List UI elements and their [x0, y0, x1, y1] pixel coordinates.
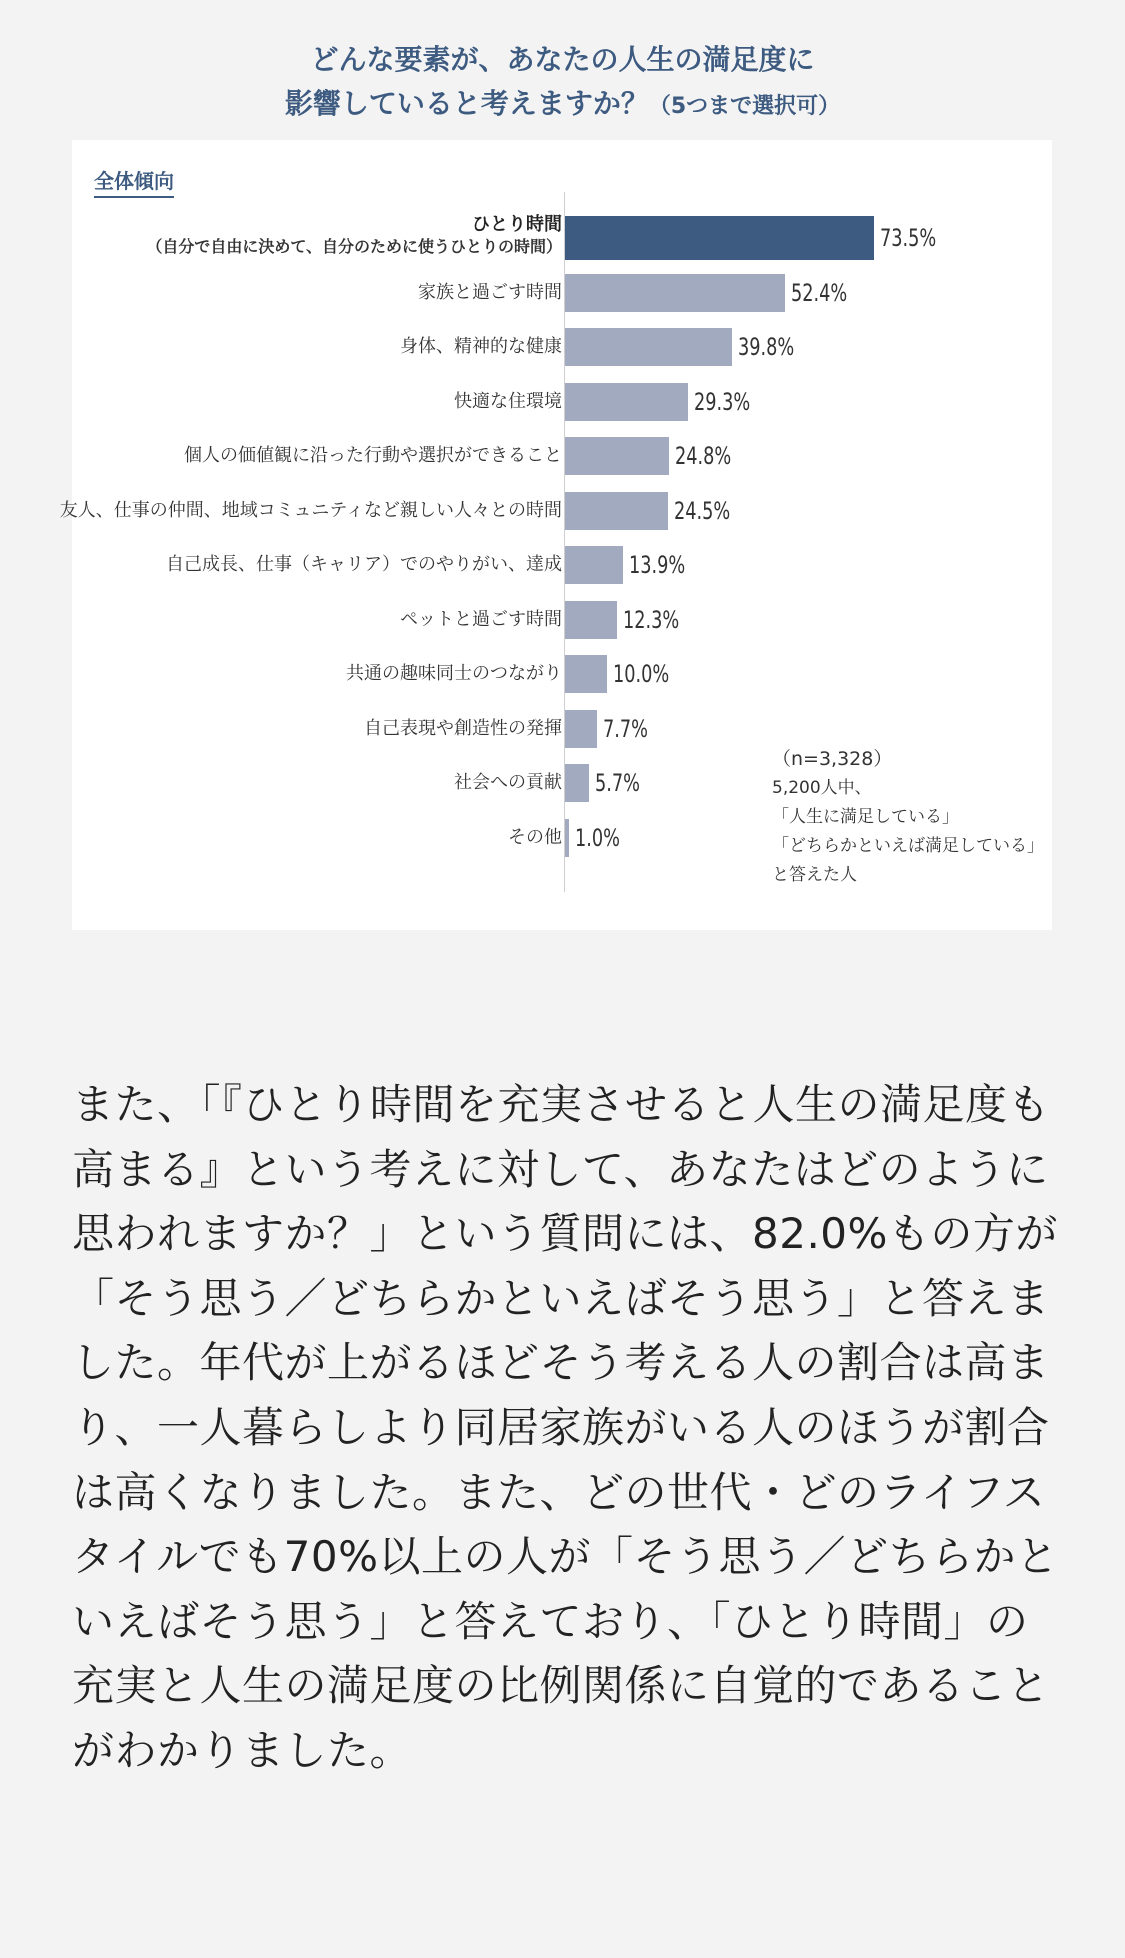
sample-note	[772, 745, 1044, 890]
value-label-8: 12.3%	[622, 605, 679, 634]
bar-11	[565, 764, 589, 802]
value-label-5: 24.8%	[675, 442, 732, 470]
category-label-8: ペットと過ごす時間	[400, 608, 562, 630]
bar-8	[565, 601, 617, 639]
chart-title-line-2	[0, 82, 1125, 129]
bar-2	[565, 274, 785, 312]
bar-5	[565, 437, 669, 475]
value-label-12: 1.0%	[575, 823, 621, 852]
category-label-12: その他	[508, 826, 562, 848]
chart-panel	[59, 140, 1052, 930]
bar-9	[565, 655, 607, 693]
bar-7	[565, 546, 623, 584]
value-label-2: 52.4%	[791, 278, 848, 307]
bar-3	[565, 328, 732, 366]
bar-6	[565, 492, 668, 530]
note-line-2: 「人生に満足している」	[772, 807, 959, 827]
category-label-main: ひとり時間	[472, 214, 562, 235]
note-line-1: 5,200人中、	[772, 778, 872, 798]
sample-size: （n=3,328）	[772, 748, 893, 770]
chart-title	[0, 38, 1125, 129]
section-label: 全体傾向	[94, 165, 174, 198]
bar-12	[565, 819, 569, 857]
category-label-10: 自己表現や創造性の発揮	[364, 717, 562, 739]
category-label-3: 身体、精神的な健康	[400, 336, 562, 357]
bar-4	[565, 383, 688, 421]
chart-title-line-2-text: 影響していると考えますか？	[284, 87, 649, 120]
chart-title-note: （5つまで選択可）	[648, 94, 841, 119]
category-label-2: 家族と過ごす時間	[418, 281, 562, 303]
value-label-7: 13.9%	[629, 551, 686, 579]
category-label-sub: （自分で自由に決めて、自分のために使うひとりの時間）	[146, 237, 562, 256]
value-label-9: 10.0%	[613, 660, 670, 688]
category-label-1	[146, 214, 562, 258]
value-label-6: 24.5%	[673, 496, 731, 525]
value-label-1: 73.5%	[879, 224, 936, 252]
note-line-3: 「どちらかといえば満足している」	[772, 836, 1044, 856]
category-label-7: 自己成長、仕事（キャリア）でのやりがい、達成	[166, 554, 562, 575]
note-line-4: と答えた人	[772, 865, 857, 885]
value-label-10: 7.7%	[603, 714, 649, 743]
chart-title-line-1: どんな要素が、あなたの人生の満足度に	[310, 43, 815, 76]
value-label-4: 29.3%	[694, 387, 751, 416]
category-label-9: 共通の趣味同士のつながり	[346, 663, 562, 684]
category-label-6: 友人、仕事の仲間、地域コミュニティなど親しい人々との時間	[59, 499, 562, 521]
category-label-11: 社会への貢献	[454, 772, 562, 793]
value-label-3: 39.8%	[738, 333, 795, 361]
value-label-11: 5.7%	[594, 769, 640, 797]
bar-10	[565, 710, 597, 748]
category-label-5: 個人の価値観に沿った行動や選択ができること	[184, 445, 562, 466]
article-paragraph: また、「『ひとり時間を充実させると人生の満足度も高まる』という考えに対して、あなたはどのように思われますか？」という質問には、82.0%もの方が「そう思う／どちらかといえばそう思う」と答えました。年代が上がるほどそう考える人の割合は高まり、一人暮らしより同居家族がいる人のほうが割合は高くなりました。また、どの世代・どのライフスタイルでも70%以上の人が「そう思う／どちらかといえばそう思う」と答えており、「ひとり時間」の充実と人生の満足度の比例関係に自覚的であることがわかりました。	[72, 1080, 1059, 1775]
category-label-4: 快適な住環境	[454, 390, 562, 412]
bar-1	[565, 216, 874, 260]
